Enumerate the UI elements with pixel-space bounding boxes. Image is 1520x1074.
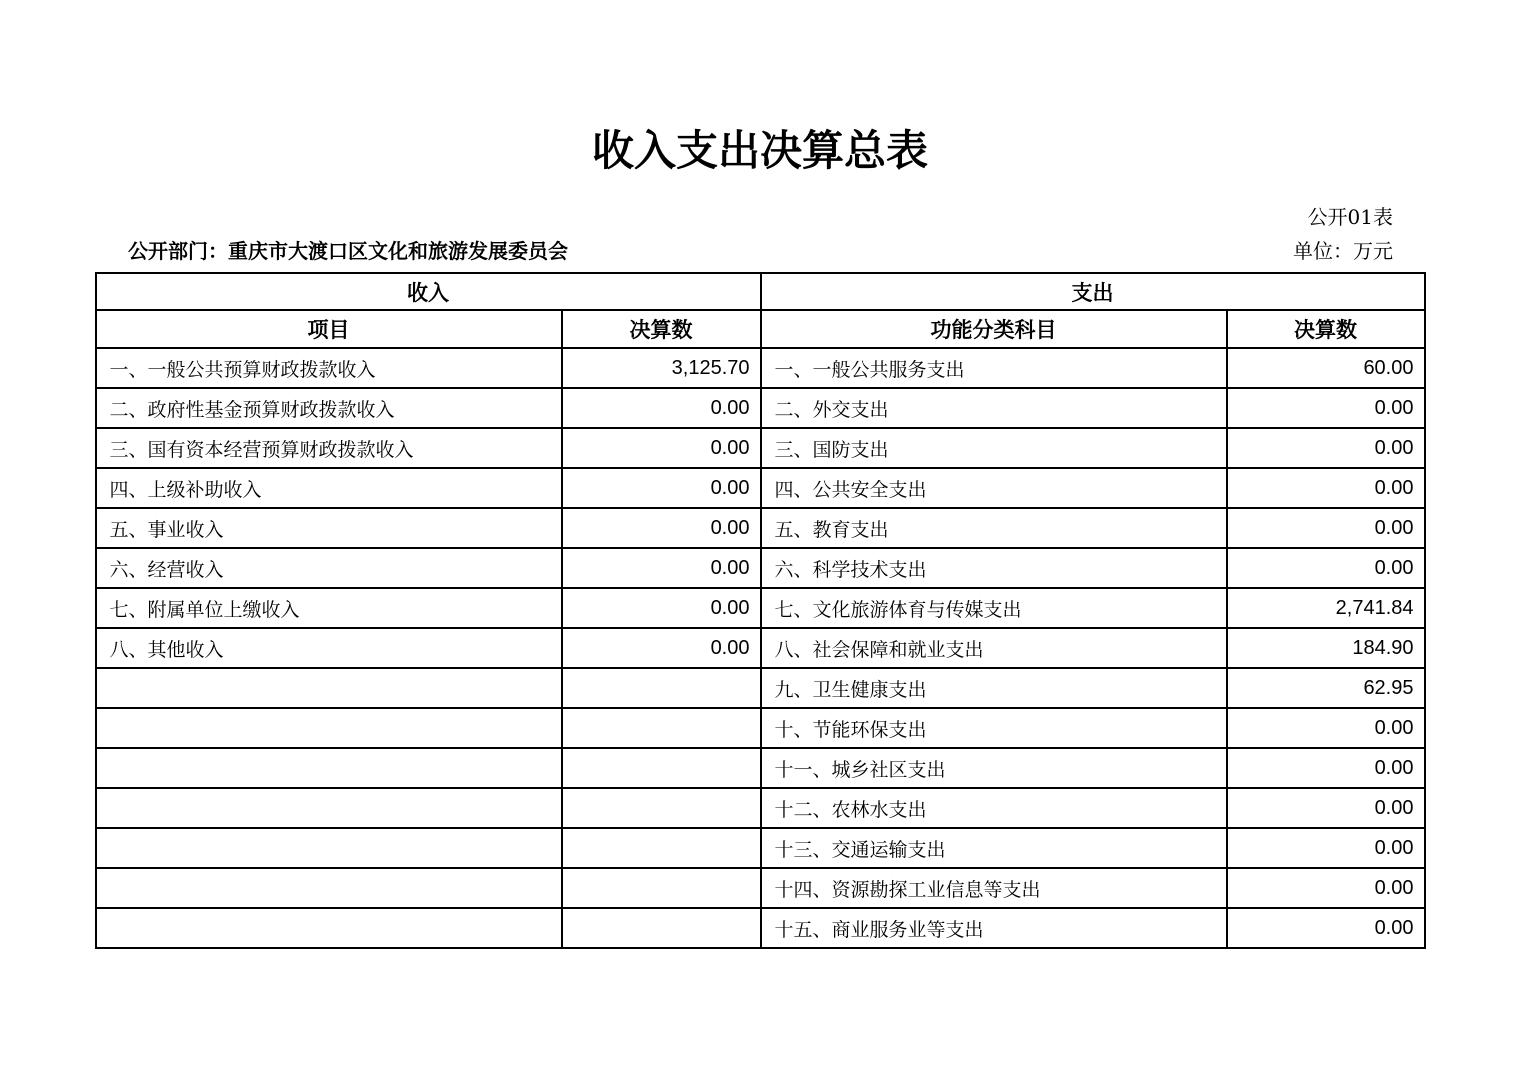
expense-section-header: 支出 xyxy=(761,273,1425,310)
income-amount-cell: 0.00 xyxy=(562,588,761,628)
expense-item-cell: 十四、资源勘探工业信息等支出 xyxy=(761,868,1227,908)
income-item-cell xyxy=(96,788,562,828)
table-row xyxy=(96,428,1425,468)
income-amount-cell: 0.00 xyxy=(562,388,761,428)
expense-item-cell: 四、公共安全支出 xyxy=(761,468,1227,508)
department-label: 公开部门：重庆市大渡口区文化和旅游发展委员会 xyxy=(128,239,568,264)
income-item-cell: 七、附属单位上缴收入 xyxy=(96,588,562,628)
table-row xyxy=(96,468,1425,508)
table-row xyxy=(96,388,1425,428)
income-item-cell: 六、经营收入 xyxy=(96,548,562,588)
income-amount-cell xyxy=(562,788,761,828)
expense-amount-cell: 0.00 xyxy=(1227,468,1425,508)
expense-amount-cell: 0.00 xyxy=(1227,428,1425,468)
income-amount-cell: 0.00 xyxy=(562,508,761,548)
expense-amount-cell: 0.00 xyxy=(1227,748,1425,788)
table-row xyxy=(96,708,1425,748)
column-header-row xyxy=(96,310,1425,348)
table-row xyxy=(96,628,1425,668)
income-item-cell: 三、国有资本经营预算财政拨款收入 xyxy=(96,428,562,468)
income-item-cell: 二、政府性基金预算财政拨款收入 xyxy=(96,388,562,428)
income-item-cell xyxy=(96,668,562,708)
table-row xyxy=(96,788,1425,828)
income-item-cell: 五、事业收入 xyxy=(96,508,562,548)
expense-amount-cell: 0.00 xyxy=(1227,708,1425,748)
income-amount-cell: 0.00 xyxy=(562,468,761,508)
expense-amount-cell: 0.00 xyxy=(1227,828,1425,868)
table-row xyxy=(96,508,1425,548)
income-amount-cell: 0.00 xyxy=(562,628,761,668)
expense-amount-cell: 184.90 xyxy=(1227,628,1425,668)
table-row xyxy=(96,828,1425,868)
income-item-cell xyxy=(96,828,562,868)
income-amount-cell xyxy=(562,748,761,788)
income-item-cell xyxy=(96,748,562,788)
expense-amount-cell: 0.00 xyxy=(1227,908,1425,948)
expense-item-cell: 八、社会保障和就业支出 xyxy=(761,628,1227,668)
table-row xyxy=(96,748,1425,788)
expense-item-cell: 九、卫生健康支出 xyxy=(761,668,1227,708)
expense-item-cell: 一、一般公共服务支出 xyxy=(761,348,1227,388)
table-row xyxy=(96,548,1425,588)
expense-amount-cell: 2,741.84 xyxy=(1227,588,1425,628)
expense-amount-cell: 0.00 xyxy=(1227,508,1425,548)
expense-item-cell: 十二、农林水支出 xyxy=(761,788,1227,828)
income-item-cell: 一、一般公共预算财政拨款收入 xyxy=(96,348,562,388)
meta-line xyxy=(0,238,1520,264)
expense-item-cell: 七、文化旅游体育与传媒支出 xyxy=(761,588,1227,628)
income-amount-cell xyxy=(562,708,761,748)
table-row xyxy=(96,908,1425,948)
income-amount-header: 决算数 xyxy=(562,310,761,348)
table-row xyxy=(96,668,1425,708)
expense-amount-header: 决算数 xyxy=(1227,310,1425,348)
expense-amount-cell: 0.00 xyxy=(1227,388,1425,428)
income-amount-cell: 0.00 xyxy=(562,548,761,588)
income-item-cell xyxy=(96,908,562,948)
table-row xyxy=(96,588,1425,628)
income-amount-cell xyxy=(562,868,761,908)
income-section-header: 收入 xyxy=(96,273,761,310)
expense-item-cell: 十三、交通运输支出 xyxy=(761,828,1227,868)
expense-amount-cell: 0.00 xyxy=(1227,788,1425,828)
expense-amount-cell: 0.00 xyxy=(1227,868,1425,908)
unit-label: 单位：万元 xyxy=(1293,239,1393,264)
income-item-cell xyxy=(96,868,562,908)
income-amount-cell: 3,125.70 xyxy=(562,348,761,388)
expense-item-cell: 二、外交支出 xyxy=(761,388,1227,428)
income-amount-cell xyxy=(562,828,761,868)
page-title: 收入支出决算总表 xyxy=(591,127,928,174)
income-item-cell: 八、其他收入 xyxy=(96,628,562,668)
expense-amount-cell: 60.00 xyxy=(1227,348,1425,388)
income-amount-cell xyxy=(562,668,761,708)
table-row xyxy=(96,348,1425,388)
section-header-row xyxy=(96,273,1425,310)
income-item-cell xyxy=(96,708,562,748)
income-amount-cell: 0.00 xyxy=(562,428,761,468)
income-item-cell: 四、上级补助收入 xyxy=(96,468,562,508)
expense-item-cell: 三、国防支出 xyxy=(761,428,1227,468)
expense-item-cell: 十一、城乡社区支出 xyxy=(761,748,1227,788)
expense-item-cell: 十、节能环保支出 xyxy=(761,708,1227,748)
income-item-header: 项目 xyxy=(96,310,562,348)
expense-item-cell: 六、科学技术支出 xyxy=(761,548,1227,588)
expense-amount-cell: 0.00 xyxy=(1227,548,1425,588)
table-row xyxy=(96,868,1425,908)
expense-item-header: 功能分类科目 xyxy=(761,310,1227,348)
table-code-label: 公开01表 xyxy=(1307,205,1393,230)
budget-summary-table xyxy=(95,272,1426,949)
expense-amount-cell: 62.95 xyxy=(1227,668,1425,708)
expense-item-cell: 五、教育支出 xyxy=(761,508,1227,548)
income-amount-cell xyxy=(562,908,761,948)
expense-item-cell: 十五、商业服务业等支出 xyxy=(761,908,1227,948)
